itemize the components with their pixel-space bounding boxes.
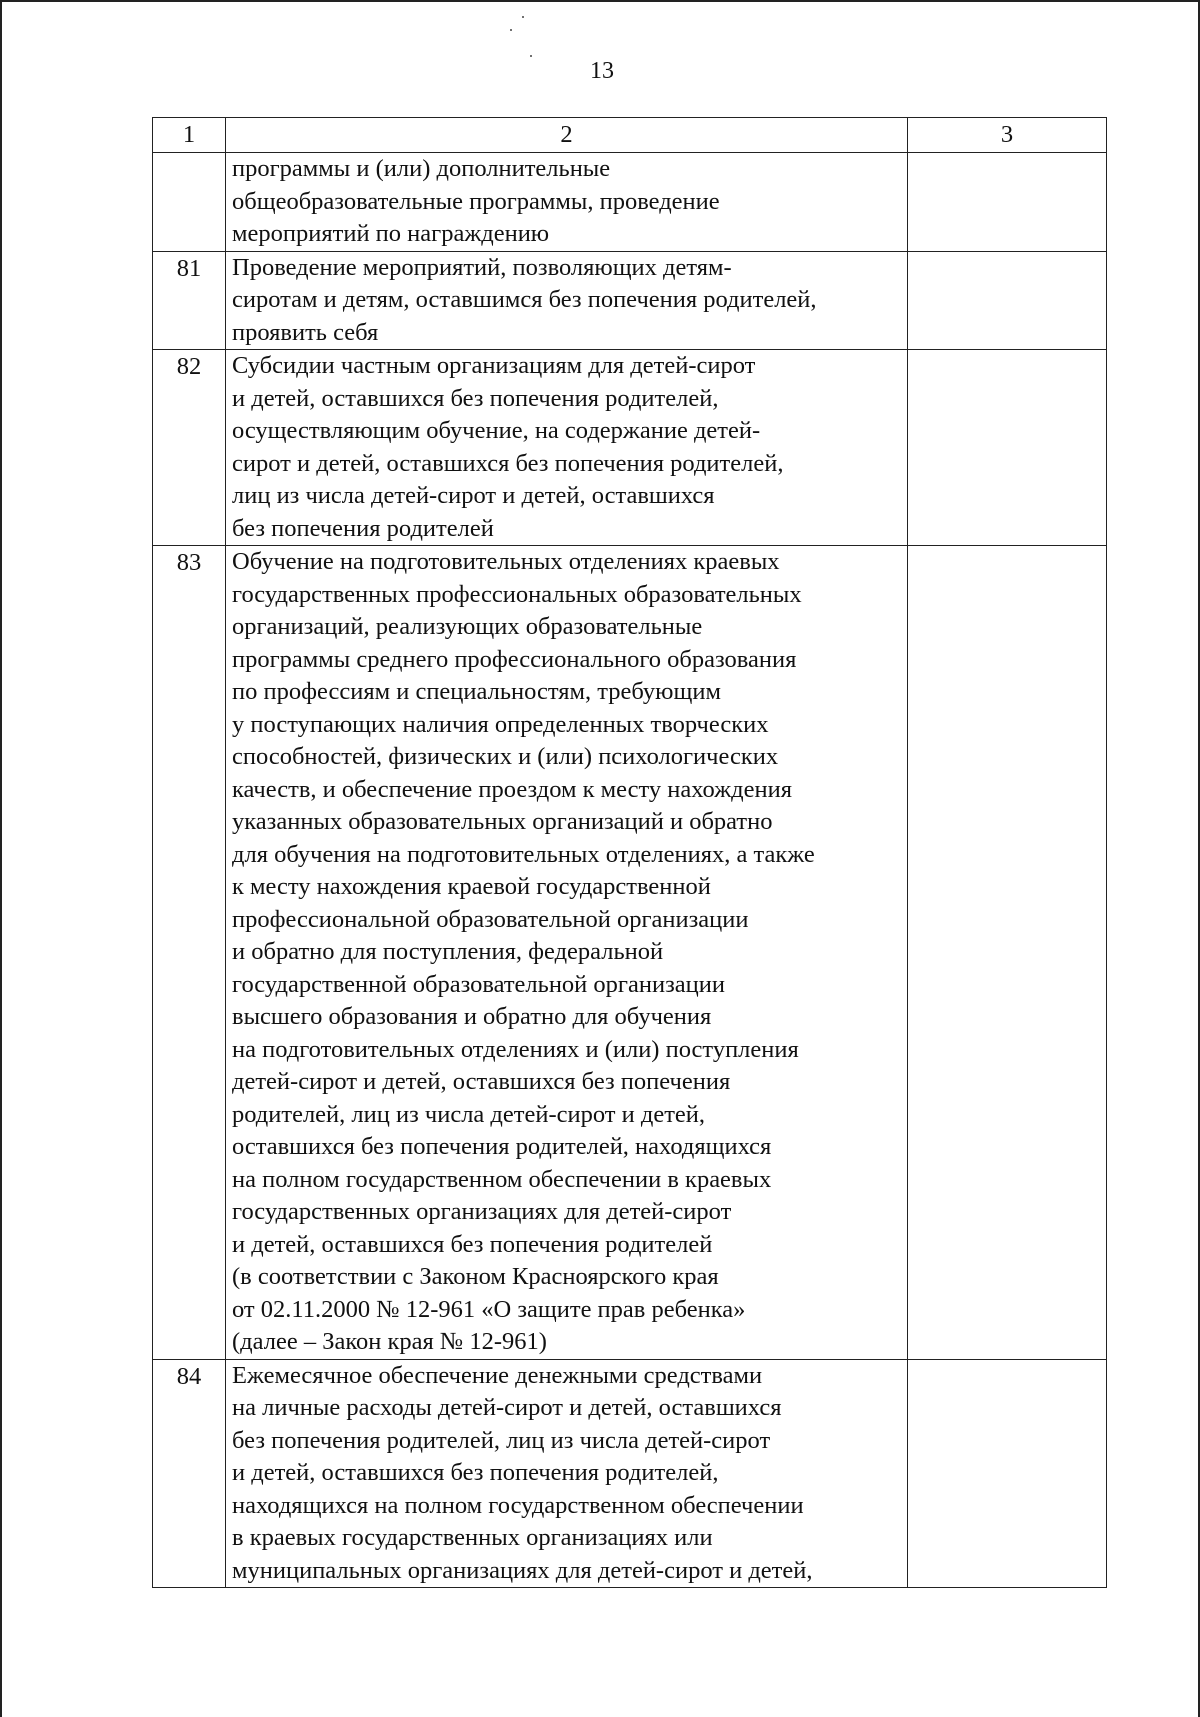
table-row [153, 1359, 1107, 1588]
row-column-3 [908, 251, 1107, 350]
column-header-2: 2 [226, 118, 908, 153]
row-number: 81 [153, 251, 226, 350]
row-text: Субсидии частным организациям для детей-сирот и детей, оставшихся без попечения родителей, осуществляющим обучение, на содержание детей- сирот и детей, оставшихся без попечения родителей, лиц из числа детей-сирот и детей, оставшихся без попечения родителей [226, 350, 908, 546]
row-column-3 [908, 546, 1107, 1360]
row-column-3 [908, 350, 1107, 546]
table-row [153, 546, 1107, 1360]
row-column-3 [908, 1359, 1107, 1588]
row-text: Ежемесячное обеспечение денежными средствами на личные расходы детей-сирот и детей, оставшихся без попечения родителей, лиц из числа детей-сирот и детей, оставшихся без попечения родителей, находящихся на полном государственном обеспечении в краевых государственных организациях или муниципальных организациях для детей-сирот и детей, [226, 1359, 908, 1588]
table-row [153, 251, 1107, 350]
table-row [153, 350, 1107, 546]
scan-speck [510, 29, 512, 31]
row-number [153, 153, 226, 252]
row-text: программы и (или) дополнительные общеобразовательные программы, проведение мероприятий по награждению [226, 153, 908, 252]
table-row [153, 153, 1107, 252]
row-number: 82 [153, 350, 226, 546]
document-table [152, 117, 1107, 1588]
row-number: 84 [153, 1359, 226, 1588]
page-number: 13 [590, 58, 614, 84]
row-text: Проведение мероприятий, позволяющих детям- сиротам и детям, оставшимся без попечения родителей, проявить себя [226, 251, 908, 350]
table-header-row [153, 118, 1107, 153]
scan-speck [522, 16, 524, 18]
column-header-1: 1 [153, 118, 226, 153]
row-number: 83 [153, 546, 226, 1360]
column-header-3: 3 [908, 118, 1107, 153]
row-column-3 [908, 153, 1107, 252]
row-text: Обучение на подготовительных отделениях краевых государственных профессиональных образовательных организаций, реализующих образовательные программы среднего профессионального образования по профессиям и специальностям, требующим у поступающих наличия определенных творческих способностей, физических и (или) психологических качеств, и обеспечение проездом к месту нахождения указанных образовательных организаций и обратно для обучения на подготовительных отделениях, а также к месту нахождения краевой государственной профессиональной образовательной организации и обратно для поступления, федеральной государственной образовательной организации высшего образования и обратно для обучения на подготовительных отделениях и (или) поступления детей-сирот и детей, оставшихся без попечения родителей, лиц из числа детей-сирот и детей, оставшихся без попечения родителей, находящихся на полном государственном обеспечении в краевых государственных организациях для детей-сирот и детей, оставшихся без попечения родителей (в соответствии с Законом Красноярского края от 02.11.2000 № 12-961 «О защите прав ребенка» (далее – Закон края № 12-961) [226, 546, 908, 1360]
scan-speck [530, 55, 532, 57]
